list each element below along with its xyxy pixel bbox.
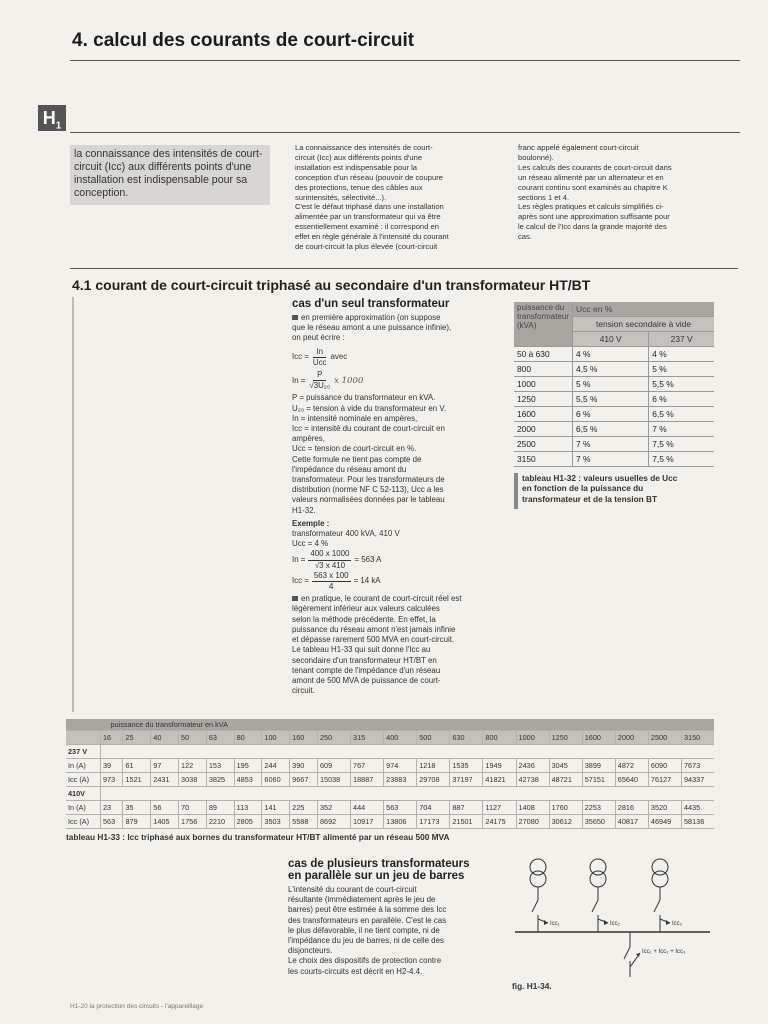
icc-size-cell: 1250 <box>549 731 582 745</box>
intro-line: C'est le défaut triphasé dans une installation <box>295 202 444 212</box>
icc-cell: 97 <box>151 759 179 773</box>
icc-table-block <box>66 719 714 842</box>
icc-size-cell: 3150 <box>681 731 714 745</box>
ucc-cell: 2000 <box>514 422 573 437</box>
ucc-caption <box>522 473 677 509</box>
intro-line: Les calculs des courants de court-circuit dans <box>518 162 672 172</box>
ucc-cell: 4 % <box>649 347 714 362</box>
definition-line: l'impédance du réseau amont du <box>292 464 407 474</box>
ucc-cell: 1250 <box>514 392 573 407</box>
ucc-cell: 4 % <box>573 347 649 362</box>
ucc-cell: 3150 <box>514 452 573 467</box>
text-line: le plus défavorable, il ne tient compte, ni de <box>288 925 440 935</box>
icc-cell: 5588 <box>290 815 318 829</box>
intro-line: courant continu sont examinés au chapitre K <box>518 182 668 192</box>
single-text <box>292 313 497 696</box>
row-label: Icc (A) <box>66 773 101 787</box>
caption-line: transformateur et de la tension BT <box>522 493 658 504</box>
intro-line: des protections, tenue des câbles aux <box>295 182 423 192</box>
text-line: disjoncteurs. <box>288 946 333 956</box>
ucc-header-237: 237 V <box>649 332 714 347</box>
text-line: circuit. <box>292 686 315 696</box>
label-icc2: Icc₂ <box>610 921 620 927</box>
page-footer: H1-20 la protection des circuits - l'appareillage <box>70 1003 204 1010</box>
ucc-cell: 1600 <box>514 407 573 422</box>
subtitle-parallel-1: cas de plusieurs transformateurs <box>288 858 470 870</box>
icc-size-cell: 2500 <box>648 731 681 745</box>
ucc-row <box>514 377 714 392</box>
ucc-cell: 6,5 % <box>573 422 649 437</box>
icc-cell: 122 <box>179 759 207 773</box>
icc-cell: 35650 <box>582 815 615 829</box>
intro-column-2 <box>518 143 718 242</box>
icc-cell: 9667 <box>290 773 318 787</box>
ucc-cell: 6 % <box>573 407 649 422</box>
icc-cell: 58136 <box>681 815 714 829</box>
label-icc1: Icc₁ <box>550 921 560 927</box>
icc-cell: 1405 <box>151 815 179 829</box>
icc-cell: 18887 <box>351 773 384 787</box>
icc-table-header-row <box>66 719 714 731</box>
icc-cell: 2253 <box>582 801 615 815</box>
subtitle-parallel-2: en parallèle sur un jeu de barres <box>288 870 465 882</box>
definition-line: ampères, <box>292 434 325 444</box>
icc-cell: 2436 <box>516 759 549 773</box>
intro-line: installation est indispensable pour la <box>295 162 418 172</box>
ucc-table <box>514 302 714 467</box>
icc-cell: 3825 <box>206 773 234 787</box>
icc-cell: 15038 <box>317 773 350 787</box>
text-line: amont de 500 MVA de puissance de court- <box>292 675 441 685</box>
ucc-cell: 50 à 630 <box>514 347 573 362</box>
ucc-row <box>514 392 714 407</box>
text-line: Le tableau H1-33 qui suit donne l'Icc au <box>292 645 431 655</box>
ucc-cell: 6,5 % <box>649 407 714 422</box>
icc-cell: 23883 <box>384 773 417 787</box>
example-icc: Icc = $\frac{563 x 100}{4}$ = 14 kA <box>292 570 381 592</box>
caption-line: tableau H1-32 : valeurs usuelles de Ucc <box>522 473 678 483</box>
ucc-row <box>514 407 714 422</box>
intro-line: alimentée par un transformateur qui va être <box>295 212 441 222</box>
ucc-header-tension: tension secondaire à vide <box>573 317 714 332</box>
icc-cell: 94337 <box>681 773 714 787</box>
icc-cell: 2431 <box>151 773 179 787</box>
icc-cell: 3503 <box>262 815 290 829</box>
icc-cell: 29708 <box>417 773 450 787</box>
subtitle-single: cas d'un seul transformateur <box>292 298 450 310</box>
icc-cell: 6060 <box>262 773 290 787</box>
ucc-row <box>514 452 714 467</box>
parallel-text <box>288 885 498 977</box>
icc-cell: 40817 <box>615 815 648 829</box>
row-label: In (A) <box>66 759 101 773</box>
icc-cell: 3038 <box>179 773 207 787</box>
text-line: L'intensité du courant de court-circuit <box>288 885 417 894</box>
icc-cell: 65640 <box>615 773 648 787</box>
icc-cell: 444 <box>351 801 384 815</box>
caption-marker <box>514 473 518 509</box>
icc-cell: 1760 <box>549 801 582 815</box>
icc-cell: 1949 <box>483 759 516 773</box>
title-rule <box>70 60 740 61</box>
icc-cell: 1756 <box>179 815 207 829</box>
row-label: In (A) <box>66 801 101 815</box>
icc-cell: 113 <box>234 801 262 815</box>
definition-line: distribution (norme NF C 52-113), Ucc a les <box>292 485 444 495</box>
text-line: les courts-circuits est décrit en H2-4.4. <box>288 966 423 976</box>
icc-size-cell: 630 <box>450 731 483 745</box>
ucc-cell: 7,5 % <box>649 437 714 452</box>
ucc-cell: 4,5 % <box>573 362 649 377</box>
ucc-cell: 5 % <box>573 377 649 392</box>
icc-voltage-row <box>66 787 714 801</box>
icc-cell: 89 <box>206 801 234 815</box>
icc-cell: 153 <box>206 759 234 773</box>
icc-cell: 1521 <box>123 773 151 787</box>
icc-cell: 3899 <box>582 759 615 773</box>
ucc-cell: 7 % <box>573 452 649 467</box>
icc-cell: 48721 <box>549 773 582 787</box>
icc-caption: tableau H1-33 : Icc triphasé aux bornes du transformateur HT/BT alimenté par un réseau 500 MVA <box>66 832 450 842</box>
icc-cell: 974 <box>384 759 417 773</box>
text-line: que le réseau amont a une puissance infinie), <box>292 323 452 333</box>
ucc-cell: 800 <box>514 362 573 377</box>
icc-cell: 70 <box>179 801 207 815</box>
text-line: tenant compte de l'impédance d'un réseau <box>292 665 441 675</box>
icc-cell: 57151 <box>582 773 615 787</box>
icc-cell: 39 <box>101 759 123 773</box>
intro-line: surintensités, sélectivité...). <box>295 192 387 202</box>
icc-cell: 704 <box>417 801 450 815</box>
icc-cell: 27080 <box>516 815 549 829</box>
label-icc-sum: Icc₁ + Icc₂ + Icc₃ <box>642 949 686 955</box>
text-line: légèrement inférieur aux valeurs calculées <box>292 604 440 614</box>
figure-h1-34 <box>510 855 715 990</box>
handwritten-note: x 1000 <box>334 375 364 386</box>
icc-size-cell: 80 <box>234 731 262 745</box>
text-line: secondaire d'un transformateur HT/BT en <box>292 655 437 665</box>
ucc-header-ucc: Ucc en % <box>573 302 714 317</box>
bullet-square-icon <box>292 596 298 601</box>
text-line: selon la méthode précédente. En effet, la <box>292 614 436 624</box>
icc-size-cell: 160 <box>290 731 318 745</box>
icc-size-cell: 100 <box>262 731 290 745</box>
summary-box: la connaissance des intensités de court-circuit (Icc) aux différents points d'une installation est indispensable pour sa conception. <box>70 145 270 205</box>
icc-data-row <box>66 759 714 773</box>
icc-size-cell: 16 <box>101 731 123 745</box>
icc-cell: 35 <box>123 801 151 815</box>
intro-line: cas. <box>518 232 532 242</box>
icc-data-row <box>66 815 714 829</box>
formula-icc: Icc = In Ucc avec <box>292 346 348 367</box>
intro-line: après sont une approximation suffisante pour <box>518 212 670 222</box>
label-icc3: Icc₃ <box>672 921 683 927</box>
icc-cell: 10917 <box>351 815 384 829</box>
figure-caption: fig. H1-34. <box>512 981 552 991</box>
ucc-cell: 7 % <box>649 422 714 437</box>
icc-size-cell: 800 <box>483 731 516 745</box>
text-line: et dépasse rarement 500 MVA en court-circuit. <box>292 635 455 645</box>
icc-size-cell: 500 <box>417 731 450 745</box>
page-title: 4. calcul des courants de court-circuit <box>72 30 415 51</box>
ucc-header-410: 410 V <box>573 332 649 347</box>
icc-cell: 4872 <box>615 759 648 773</box>
ucc-cell: 5 % <box>649 362 714 377</box>
icc-cell: 1218 <box>417 759 450 773</box>
icc-cell: 244 <box>262 759 290 773</box>
icc-cell: 195 <box>234 759 262 773</box>
text-line: l'impédance du jeu de barres, ni de celle des <box>288 936 444 946</box>
ucc-cell: 1000 <box>514 377 573 392</box>
single-transformer-block <box>292 298 497 696</box>
icc-cell: 563 <box>101 815 123 829</box>
icc-size-cell: 2000 <box>615 731 648 745</box>
voltage-label: 410V <box>66 787 101 801</box>
intro-line: essentiellement examiné : il correspond en <box>295 222 439 232</box>
parallel-block <box>288 858 498 977</box>
ucc-header-power: puissance du transformateur (kVA) <box>514 302 573 347</box>
text-line: Le choix des dispositifs de protection contre <box>288 956 442 966</box>
definition-line: In = intensité nominale en ampères, <box>292 413 418 423</box>
icc-cell: 225 <box>290 801 318 815</box>
definition-line: U₂₀ = tension à vide du transformateur en V. <box>292 403 447 413</box>
voltage-label: 237 V <box>66 745 101 759</box>
icc-cell: 887 <box>450 801 483 815</box>
ucc-cell: 7 % <box>573 437 649 452</box>
intro-line: Les règles pratiques et calculs simplifiés ci- <box>518 202 664 212</box>
header-rule <box>70 132 740 133</box>
row-label: Icc (A) <box>66 815 101 829</box>
icc-cell: 30612 <box>549 815 582 829</box>
icc-cell: 42738 <box>516 773 549 787</box>
icc-size-cell: 40 <box>151 731 179 745</box>
intro-line: boulonné). <box>518 152 554 162</box>
icc-cell: 3520 <box>648 801 681 815</box>
text-line: puissance du réseau amont n'est jamais infinie <box>292 624 456 634</box>
icc-cell: 61 <box>123 759 151 773</box>
icc-size-cell: 25 <box>123 731 151 745</box>
icc-size-cell: 400 <box>384 731 417 745</box>
parallel-transformers-diagram <box>510 855 715 990</box>
example-line: Ucc = 4 % <box>292 539 329 549</box>
icc-cell: 17173 <box>417 815 450 829</box>
icc-cell: 21501 <box>450 815 483 829</box>
text-line: barres) peut être estimée à la somme des Icc <box>288 905 447 915</box>
icc-cell: 76127 <box>648 773 681 787</box>
icc-cell: 609 <box>317 759 350 773</box>
icc-data-row <box>66 773 714 787</box>
ucc-cell: 2500 <box>514 437 573 452</box>
icc-cell: 4435 <box>681 801 714 815</box>
chapter-tag: $H_1$ <box>38 105 66 131</box>
icc-size-cell: 1600 <box>582 731 615 745</box>
ucc-cell: 5,5 % <box>573 392 649 407</box>
icc-cell: 2210 <box>206 815 234 829</box>
intro-line: circuit (Icc) aux différents points d'une <box>295 152 423 162</box>
icc-cell: 390 <box>290 759 318 773</box>
intro-line: le calcul de l'Icc dans la grande majorité des <box>518 222 667 232</box>
intro-line: sections 1 et 4. <box>518 192 570 202</box>
formula-in: In = $\frac{P}{\text{√3U₂₀}}$ x 1000 <box>292 370 364 391</box>
section-rule <box>70 268 738 269</box>
icc-size-row <box>66 731 714 745</box>
intro-line: de court-circuit la plus élevée (court-circuit <box>295 242 438 252</box>
example-line: transformateur 400 kVA, 410 V <box>292 529 400 539</box>
icc-cell: 1127 <box>483 801 516 815</box>
icc-cell: 2805 <box>234 815 262 829</box>
icc-cell: 8692 <box>317 815 350 829</box>
definition-line: H1-32. <box>292 505 316 515</box>
ucc-row <box>514 362 714 377</box>
icc-cell: 352 <box>317 801 350 815</box>
ucc-row <box>514 422 714 437</box>
text-line: résultante (immédiatement après le jeu de <box>288 895 436 905</box>
icc-size-cell: 50 <box>179 731 207 745</box>
example-in: In = $\frac{400 x 1000}{√3 x 410}$ = 563 A <box>292 549 382 570</box>
example-title: Exemple : <box>292 518 330 528</box>
definition-line: P = puissance du transformateur en kVA. <box>292 393 436 403</box>
icc-cell: 2816 <box>615 801 648 815</box>
icc-size-cell: 1000 <box>516 731 549 745</box>
icc-size-cell: 63 <box>206 731 234 745</box>
text-line: en pratique, le courant de court-circuit réel est <box>292 594 497 604</box>
icc-cell: 46949 <box>648 815 681 829</box>
icc-cell: 13806 <box>384 815 417 829</box>
ucc-row <box>514 437 714 452</box>
ucc-cell: 6 % <box>649 392 714 407</box>
icc-cell: 1535 <box>450 759 483 773</box>
icc-cell: 141 <box>262 801 290 815</box>
text-line: on peut écrire : <box>292 333 345 343</box>
section-title: 4.1 courant de court-circuit triphasé au secondaire d'un transformateur HT/BT <box>72 277 591 293</box>
icc-cell: 6090 <box>648 759 681 773</box>
icc-cell: 563 <box>384 801 417 815</box>
icc-voltage-row <box>66 745 714 759</box>
icc-cell: 7673 <box>681 759 714 773</box>
icc-cell: 1408 <box>516 801 549 815</box>
text-line: des transformateurs en parallèle. C'est le cas <box>288 915 447 925</box>
icc-cell: 3045 <box>549 759 582 773</box>
ucc-caption-block <box>514 473 714 509</box>
icc-cell: 767 <box>351 759 384 773</box>
ucc-cell: 5,5 % <box>649 377 714 392</box>
intro-column-1 <box>295 143 505 252</box>
intro-line: effet en règle générale à l'intensité du courant <box>295 232 449 242</box>
bullet-square-icon <box>292 315 298 320</box>
icc-cell: 4853 <box>234 773 262 787</box>
icc-cell: 879 <box>123 815 151 829</box>
icc-cell: 41821 <box>483 773 516 787</box>
definition-line: Icc = intensité du courant de court-circuit en <box>292 424 445 434</box>
icc-size-cell: 315 <box>351 731 384 745</box>
definition-line: valeurs normalisées données par le tableau <box>292 495 445 505</box>
section-margin-line <box>72 297 74 712</box>
intro-line: franc appelé également court-circuit <box>518 143 639 152</box>
intro-line: conception d'un réseau (pouvoir de coupure <box>295 172 443 182</box>
icc-cell: 973 <box>101 773 123 787</box>
definition-line: Ucc = tension de court-circuit en %. <box>292 444 417 454</box>
intro-line: La connaissance des intensités de court- <box>295 143 433 152</box>
icc-size-cell: 250 <box>317 731 350 745</box>
icc-table <box>66 719 714 829</box>
icc-cell: 23 <box>101 801 123 815</box>
caption-line: en fonction de la puissance du <box>522 483 644 494</box>
icc-cell: 37197 <box>450 773 483 787</box>
icc-cell: 56 <box>151 801 179 815</box>
definition-line: transformateur. Pour les transformateurs de <box>292 475 445 485</box>
icc-data-row <box>66 801 714 815</box>
icc-table-header: puissance du transformateur en kVA <box>101 719 715 731</box>
text-line: en première approximation (on suppose <box>292 313 497 323</box>
intro-line: un réseau alimenté par un alternateur et en <box>518 172 664 182</box>
ucc-table-block <box>514 302 714 509</box>
ucc-row <box>514 347 714 362</box>
definition-line: Cette formule ne tient pas compte de <box>292 454 422 464</box>
ucc-cell: 7,5 % <box>649 452 714 467</box>
icc-cell: 24175 <box>483 815 516 829</box>
